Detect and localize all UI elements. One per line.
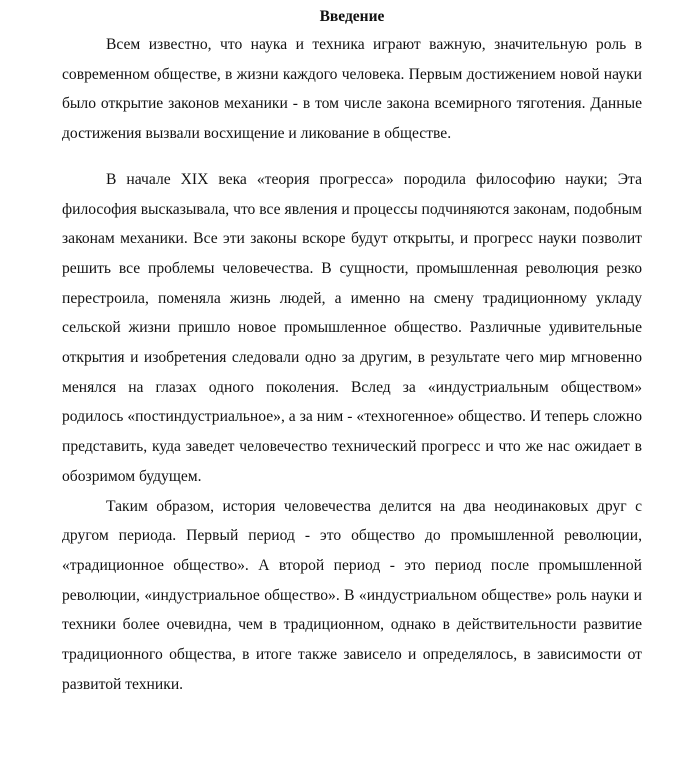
paragraph-2: В начале XIX века «теория прогресса» породила философию науки; Эта философия высказывала, что все явления и процессы подчиняются законам, подобным законам механики. Все эти законы вскоре будут открыты, и прогресс науки позволит решить все проблемы человечества. В сущности, промышленная революция резко перестроила, поменяла жизнь людей, а именно на смену традиционному укладу сельской жизни пришло новое промышленное общество. Различные удивительные открытия и изобретения следовали одно за другим, в результате чего мир мгновенно менялся на глазах одного поколения. Вслед за «индустриальным обществом» родилось «постиндустриальное», а за ним - «техногенное» общество. И теперь сложно представить, куда заведет человечество технический прогресс и что же нас ожидает в обозримом будущем. <box>62 170 642 485</box>
paragraph-1: Всем известно, что наука и техника играют важную, значительную роль в современном обществе, в жизни каждого человека. Первым достижением новой науки было открытие законов механики - в том числе закона всемирного тяготения. Данные достижения вызвали восхищение и ликование в обществе. <box>62 36 642 143</box>
document-page <box>62 4 642 699</box>
paragraph-3: Таким образом, история человечества делится на два неодинаковых друг с другом периода. Первый период - это общество до промышленной революции, «традиционное общество». А второй период - это период после промышленной революции, «индустриальное общество». В «индустриальном обществе» роль науки и техники более очевидна, чем в традиционном, однако в действительности развитие традиционного общества, в итоге также зависело и определялось, в зависимости от развитой техники. <box>62 497 642 693</box>
document-title: Введение <box>319 8 385 25</box>
